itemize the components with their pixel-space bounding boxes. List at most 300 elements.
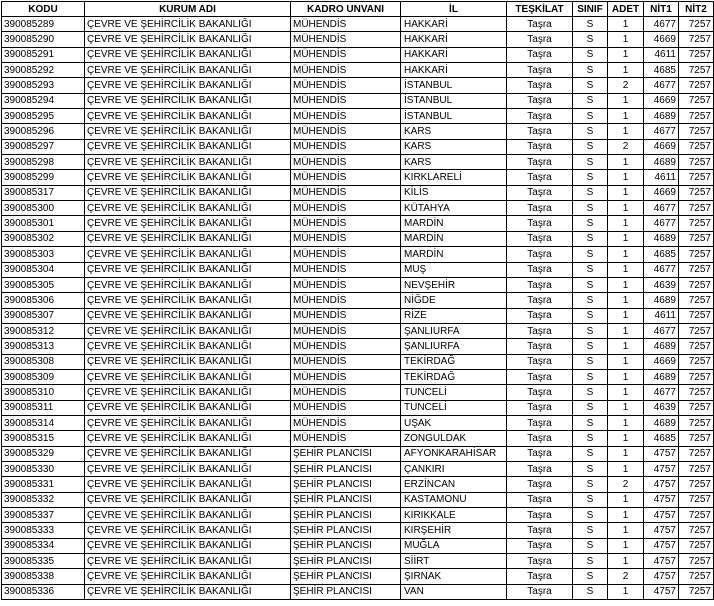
cell-nit1: 4757 <box>644 461 679 476</box>
cell-teskilat: Taşra <box>507 201 573 216</box>
cell-teskilat: Taşra <box>507 492 573 507</box>
table-row <box>2 569 714 584</box>
cell-sinif: S <box>573 216 608 231</box>
cell-teskilat: Taşra <box>507 508 573 523</box>
table-row <box>2 554 714 569</box>
cell-teskilat: Taşra <box>507 32 573 47</box>
cell-teskilat: Taşra <box>507 63 573 78</box>
cell-sinif: S <box>573 554 608 569</box>
cell-teskilat: Taşra <box>507 293 573 308</box>
cell-kadro-unvani: MÜHENDİS <box>291 139 401 154</box>
cell-kurum-adi: ÇEVRE VE ŞEHİRCİLİK BAKANLIĞI <box>85 446 291 461</box>
cell-kadro-unvani: MÜHENDİS <box>291 339 401 354</box>
cell-kodu: 390085330 <box>2 461 85 476</box>
cell-kodu: 390085302 <box>2 231 85 246</box>
cell-nit2: 7257 <box>679 369 714 384</box>
cell-kodu: 390085290 <box>2 32 85 47</box>
cell-kadro-unvani: MÜHENDİS <box>291 78 401 93</box>
table-row <box>2 185 714 200</box>
cell-adet: 1 <box>608 461 644 476</box>
cell-adet: 1 <box>608 339 644 354</box>
cell-nit2: 7257 <box>679 32 714 47</box>
cell-nit2: 7257 <box>679 400 714 415</box>
cell-kadro-unvani: ŞEHİR PLANCISI <box>291 538 401 553</box>
cell-nit2: 7257 <box>679 17 714 32</box>
cell-kadro-unvani: MÜHENDİS <box>291 415 401 430</box>
cell-nit2: 7257 <box>679 461 714 476</box>
cell-kadro-unvani: MÜHENDİS <box>291 17 401 32</box>
cell-nit1: 4685 <box>644 431 679 446</box>
table-row <box>2 293 714 308</box>
cell-kurum-adi: ÇEVRE VE ŞEHİRCİLİK BAKANLIĞI <box>85 293 291 308</box>
cell-nit1: 4757 <box>644 523 679 538</box>
cell-kodu: 390085292 <box>2 63 85 78</box>
cell-il: ÇANKIRI <box>401 461 507 476</box>
cell-teskilat: Taşra <box>507 17 573 32</box>
table-row <box>2 93 714 108</box>
header-kurum-adi: KURUM ADI <box>85 2 291 17</box>
cell-teskilat: Taşra <box>507 308 573 323</box>
cell-sinif: S <box>573 369 608 384</box>
cell-kodu: 390085313 <box>2 339 85 354</box>
table-row <box>2 369 714 384</box>
cell-adet: 2 <box>608 139 644 154</box>
cell-il: KIRKLARELİ <box>401 170 507 185</box>
cell-il: TEKİRDAĞ <box>401 369 507 384</box>
cell-nit2: 7257 <box>679 262 714 277</box>
cell-nit1: 4677 <box>644 78 679 93</box>
cell-kadro-unvani: MÜHENDİS <box>291 400 401 415</box>
cell-kadro-unvani: MÜHENDİS <box>291 385 401 400</box>
cell-nit1: 4677 <box>644 216 679 231</box>
cell-sinif: S <box>573 139 608 154</box>
cell-kadro-unvani: MÜHENDİS <box>291 262 401 277</box>
cell-il: HAKKARİ <box>401 47 507 62</box>
cell-kurum-adi: ÇEVRE VE ŞEHİRCİLİK BAKANLIĞI <box>85 369 291 384</box>
cell-nit1: 4757 <box>644 508 679 523</box>
cell-kodu: 390085294 <box>2 93 85 108</box>
cell-sinif: S <box>573 446 608 461</box>
cell-il: NEVŞEHİR <box>401 277 507 292</box>
cell-adet: 1 <box>608 323 644 338</box>
cell-kodu: 390085301 <box>2 216 85 231</box>
cell-nit1: 4611 <box>644 47 679 62</box>
table-row <box>2 32 714 47</box>
cell-kodu: 390085303 <box>2 247 85 262</box>
cell-teskilat: Taşra <box>507 231 573 246</box>
cell-adet: 1 <box>608 47 644 62</box>
cell-adet: 1 <box>608 523 644 538</box>
cell-nit2: 7257 <box>679 277 714 292</box>
table-row <box>2 308 714 323</box>
table-row <box>2 78 714 93</box>
cell-sinif: S <box>573 293 608 308</box>
cell-kodu: 390085298 <box>2 155 85 170</box>
cell-adet: 1 <box>608 93 644 108</box>
cell-kadro-unvani: ŞEHİR PLANCISI <box>291 461 401 476</box>
cell-nit2: 7257 <box>679 492 714 507</box>
cell-adet: 1 <box>608 17 644 32</box>
cell-nit2: 7257 <box>679 293 714 308</box>
cell-il: MUŞ <box>401 262 507 277</box>
cell-sinif: S <box>573 63 608 78</box>
cell-kodu: 390085329 <box>2 446 85 461</box>
cell-adet: 1 <box>608 32 644 47</box>
cell-sinif: S <box>573 354 608 369</box>
cell-kurum-adi: ÇEVRE VE ŞEHİRCİLİK BAKANLIĞI <box>85 155 291 170</box>
header-il: İL <box>401 2 507 17</box>
cell-nit2: 7257 <box>679 47 714 62</box>
cell-nit2: 7257 <box>679 201 714 216</box>
cell-kurum-adi: ÇEVRE VE ŞEHİRCİLİK BAKANLIĞI <box>85 124 291 139</box>
cell-kadro-unvani: MÜHENDİS <box>291 354 401 369</box>
cell-teskilat: Taşra <box>507 78 573 93</box>
cell-nit2: 7257 <box>679 216 714 231</box>
cell-teskilat: Taşra <box>507 277 573 292</box>
cell-il: ŞIRNAK <box>401 569 507 584</box>
cell-sinif: S <box>573 231 608 246</box>
cell-teskilat: Taşra <box>507 216 573 231</box>
cell-nit2: 7257 <box>679 508 714 523</box>
cell-nit1: 4669 <box>644 32 679 47</box>
cell-il: KİLİS <box>401 185 507 200</box>
cell-kurum-adi: ÇEVRE VE ŞEHİRCİLİK BAKANLIĞI <box>85 32 291 47</box>
cell-nit1: 4757 <box>644 554 679 569</box>
cell-nit2: 7257 <box>679 323 714 338</box>
cell-adet: 1 <box>608 109 644 124</box>
cell-teskilat: Taşra <box>507 523 573 538</box>
cell-sinif: S <box>573 569 608 584</box>
cell-sinif: S <box>573 400 608 415</box>
cell-il: RİZE <box>401 308 507 323</box>
cell-adet: 2 <box>608 78 644 93</box>
cell-kurum-adi: ÇEVRE VE ŞEHİRCİLİK BAKANLIĞI <box>85 492 291 507</box>
header-kadro-unvani: KADRO UNVANI <box>291 2 401 17</box>
cell-kurum-adi: ÇEVRE VE ŞEHİRCİLİK BAKANLIĞI <box>85 109 291 124</box>
table-row <box>2 477 714 492</box>
cell-nit1: 4689 <box>644 231 679 246</box>
cell-teskilat: Taşra <box>507 247 573 262</box>
cell-il: İSTANBUL <box>401 93 507 108</box>
cell-teskilat: Taşra <box>507 170 573 185</box>
cell-kadro-unvani: MÜHENDİS <box>291 170 401 185</box>
cell-kadro-unvani: ŞEHİR PLANCISI <box>291 554 401 569</box>
cell-sinif: S <box>573 523 608 538</box>
cell-teskilat: Taşra <box>507 354 573 369</box>
cell-teskilat: Taşra <box>507 569 573 584</box>
cell-kodu: 390085305 <box>2 277 85 292</box>
cell-kadro-unvani: MÜHENDİS <box>291 277 401 292</box>
cell-nit1: 4757 <box>644 492 679 507</box>
cell-il: KARS <box>401 124 507 139</box>
cell-nit2: 7257 <box>679 78 714 93</box>
cell-kurum-adi: ÇEVRE VE ŞEHİRCİLİK BAKANLIĞI <box>85 308 291 323</box>
cell-il: KASTAMONU <box>401 492 507 507</box>
cell-teskilat: Taşra <box>507 369 573 384</box>
cell-kodu: 390085291 <box>2 47 85 62</box>
cell-kadro-unvani: MÜHENDİS <box>291 201 401 216</box>
cell-adet: 1 <box>608 446 644 461</box>
cell-kodu: 390085314 <box>2 415 85 430</box>
cell-kadro-unvani: MÜHENDİS <box>291 185 401 200</box>
cell-sinif: S <box>573 109 608 124</box>
cell-kadro-unvani: MÜHENDİS <box>291 63 401 78</box>
header-sinif: SINIF <box>573 2 608 17</box>
cell-nit1: 4677 <box>644 385 679 400</box>
cell-teskilat: Taşra <box>507 93 573 108</box>
cell-il: ZONGULDAK <box>401 431 507 446</box>
cell-kadro-unvani: MÜHENDİS <box>291 93 401 108</box>
cell-adet: 1 <box>608 216 644 231</box>
cell-kurum-adi: ÇEVRE VE ŞEHİRCİLİK BAKANLIĞI <box>85 78 291 93</box>
cell-kadro-unvani: MÜHENDİS <box>291 369 401 384</box>
cell-adet: 1 <box>608 262 644 277</box>
cell-teskilat: Taşra <box>507 155 573 170</box>
cell-kadro-unvani: MÜHENDİS <box>291 293 401 308</box>
cell-kadro-unvani: ŞEHİR PLANCISI <box>291 508 401 523</box>
cell-nit2: 7257 <box>679 569 714 584</box>
table-row <box>2 584 714 599</box>
table-row <box>2 17 714 32</box>
cell-sinif: S <box>573 323 608 338</box>
cell-teskilat: Taşra <box>507 415 573 430</box>
cell-nit1: 4677 <box>644 17 679 32</box>
table-row <box>2 170 714 185</box>
cell-kodu: 390085300 <box>2 201 85 216</box>
positions-table <box>1 1 714 600</box>
cell-sinif: S <box>573 247 608 262</box>
table-row <box>2 262 714 277</box>
cell-teskilat: Taşra <box>507 185 573 200</box>
cell-teskilat: Taşra <box>507 446 573 461</box>
cell-kodu: 390085332 <box>2 492 85 507</box>
cell-nit2: 7257 <box>679 63 714 78</box>
cell-kodu: 390085295 <box>2 109 85 124</box>
cell-kurum-adi: ÇEVRE VE ŞEHİRCİLİK BAKANLIĞI <box>85 431 291 446</box>
cell-kurum-adi: ÇEVRE VE ŞEHİRCİLİK BAKANLIĞI <box>85 523 291 538</box>
cell-kadro-unvani: MÜHENDİS <box>291 32 401 47</box>
cell-kadro-unvani: MÜHENDİS <box>291 308 401 323</box>
cell-il: KIRŞEHİR <box>401 523 507 538</box>
cell-sinif: S <box>573 277 608 292</box>
cell-il: HAKKARİ <box>401 63 507 78</box>
cell-sinif: S <box>573 201 608 216</box>
cell-teskilat: Taşra <box>507 262 573 277</box>
table-row <box>2 216 714 231</box>
cell-sinif: S <box>573 32 608 47</box>
cell-nit2: 7257 <box>679 308 714 323</box>
cell-il: MARDİN <box>401 231 507 246</box>
table-row <box>2 385 714 400</box>
cell-il: AFYONKARAHİSAR <box>401 446 507 461</box>
header-row <box>2 2 714 17</box>
cell-sinif: S <box>573 508 608 523</box>
cell-teskilat: Taşra <box>507 461 573 476</box>
cell-adet: 1 <box>608 400 644 415</box>
cell-sinif: S <box>573 385 608 400</box>
cell-kurum-adi: ÇEVRE VE ŞEHİRCİLİK BAKANLIĞI <box>85 185 291 200</box>
cell-il: SİİRT <box>401 554 507 569</box>
cell-teskilat: Taşra <box>507 584 573 599</box>
cell-kadro-unvani: ŞEHİR PLANCISI <box>291 523 401 538</box>
cell-kurum-adi: ÇEVRE VE ŞEHİRCİLİK BAKANLIĞI <box>85 554 291 569</box>
cell-adet: 2 <box>608 477 644 492</box>
cell-adet: 1 <box>608 554 644 569</box>
cell-teskilat: Taşra <box>507 431 573 446</box>
cell-kurum-adi: ÇEVRE VE ŞEHİRCİLİK BAKANLIĞI <box>85 139 291 154</box>
cell-kodu: 390085308 <box>2 354 85 369</box>
cell-kurum-adi: ÇEVRE VE ŞEHİRCİLİK BAKANLIĞI <box>85 339 291 354</box>
cell-il: MARDİN <box>401 216 507 231</box>
cell-nit2: 7257 <box>679 339 714 354</box>
table-row <box>2 400 714 415</box>
cell-nit1: 4689 <box>644 415 679 430</box>
table-row <box>2 47 714 62</box>
cell-nit1: 4677 <box>644 124 679 139</box>
header-nit1: NİT1 <box>644 2 679 17</box>
cell-il: TEKİRDAĞ <box>401 354 507 369</box>
cell-kodu: 390085335 <box>2 554 85 569</box>
cell-sinif: S <box>573 415 608 430</box>
table-row <box>2 461 714 476</box>
cell-kurum-adi: ÇEVRE VE ŞEHİRCİLİK BAKANLIĞI <box>85 508 291 523</box>
cell-kurum-adi: ÇEVRE VE ŞEHİRCİLİK BAKANLIĞI <box>85 93 291 108</box>
cell-teskilat: Taşra <box>507 477 573 492</box>
table-row <box>2 523 714 538</box>
cell-sinif: S <box>573 477 608 492</box>
cell-il: VAN <box>401 584 507 599</box>
cell-kurum-adi: ÇEVRE VE ŞEHİRCİLİK BAKANLIĞI <box>85 231 291 246</box>
cell-nit2: 7257 <box>679 155 714 170</box>
cell-nit1: 4669 <box>644 354 679 369</box>
cell-il: İSTANBUL <box>401 109 507 124</box>
table-row <box>2 508 714 523</box>
cell-adet: 1 <box>608 385 644 400</box>
cell-nit1: 4689 <box>644 293 679 308</box>
cell-teskilat: Taşra <box>507 109 573 124</box>
cell-nit1: 4685 <box>644 63 679 78</box>
cell-sinif: S <box>573 93 608 108</box>
cell-teskilat: Taşra <box>507 339 573 354</box>
cell-il: HAKKARİ <box>401 32 507 47</box>
cell-nit1: 4689 <box>644 155 679 170</box>
cell-kodu: 390085306 <box>2 293 85 308</box>
cell-nit1: 4677 <box>644 201 679 216</box>
cell-adet: 1 <box>608 293 644 308</box>
cell-kodu: 390085299 <box>2 170 85 185</box>
cell-kurum-adi: ÇEVRE VE ŞEHİRCİLİK BAKANLIĞI <box>85 323 291 338</box>
cell-nit1: 4669 <box>644 185 679 200</box>
cell-kadro-unvani: MÜHENDİS <box>291 231 401 246</box>
cell-il: ŞANLIURFA <box>401 323 507 338</box>
cell-adet: 1 <box>608 277 644 292</box>
cell-kurum-adi: ÇEVRE VE ŞEHİRCİLİK BAKANLIĞI <box>85 400 291 415</box>
cell-sinif: S <box>573 431 608 446</box>
cell-kadro-unvani: ŞEHİR PLANCISI <box>291 446 401 461</box>
cell-nit2: 7257 <box>679 354 714 369</box>
cell-sinif: S <box>573 124 608 139</box>
cell-nit2: 7257 <box>679 477 714 492</box>
table-row <box>2 492 714 507</box>
cell-adet: 1 <box>608 247 644 262</box>
cell-kurum-adi: ÇEVRE VE ŞEHİRCİLİK BAKANLIĞI <box>85 63 291 78</box>
cell-nit2: 7257 <box>679 109 714 124</box>
cell-nit1: 4611 <box>644 170 679 185</box>
table-row <box>2 155 714 170</box>
cell-adet: 1 <box>608 170 644 185</box>
cell-sinif: S <box>573 461 608 476</box>
cell-il: HAKKARİ <box>401 17 507 32</box>
cell-adet: 1 <box>608 415 644 430</box>
cell-sinif: S <box>573 584 608 599</box>
cell-kurum-adi: ÇEVRE VE ŞEHİRCİLİK BAKANLIĞI <box>85 277 291 292</box>
cell-sinif: S <box>573 308 608 323</box>
cell-kurum-adi: ÇEVRE VE ŞEHİRCİLİK BAKANLIĞI <box>85 262 291 277</box>
header-adet: ADET <box>608 2 644 17</box>
cell-teskilat: Taşra <box>507 400 573 415</box>
cell-kurum-adi: ÇEVRE VE ŞEHİRCİLİK BAKANLIĞI <box>85 17 291 32</box>
table-row <box>2 415 714 430</box>
cell-sinif: S <box>573 170 608 185</box>
cell-kodu: 390085333 <box>2 523 85 538</box>
cell-nit1: 4669 <box>644 93 679 108</box>
cell-nit1: 4677 <box>644 262 679 277</box>
cell-nit2: 7257 <box>679 431 714 446</box>
cell-kadro-unvani: ŞEHİR PLANCISI <box>291 584 401 599</box>
cell-kurum-adi: ÇEVRE VE ŞEHİRCİLİK BAKANLIĞI <box>85 216 291 231</box>
cell-nit2: 7257 <box>679 415 714 430</box>
cell-kurum-adi: ÇEVRE VE ŞEHİRCİLİK BAKANLIĞI <box>85 584 291 599</box>
cell-adet: 1 <box>608 231 644 246</box>
cell-nit1: 4757 <box>644 538 679 553</box>
cell-kodu: 390085334 <box>2 538 85 553</box>
cell-kurum-adi: ÇEVRE VE ŞEHİRCİLİK BAKANLIĞI <box>85 247 291 262</box>
cell-sinif: S <box>573 17 608 32</box>
cell-adet: 1 <box>608 155 644 170</box>
cell-adet: 1 <box>608 369 644 384</box>
cell-nit1: 4757 <box>644 569 679 584</box>
cell-nit1: 4669 <box>644 139 679 154</box>
table-row <box>2 431 714 446</box>
cell-kodu: 390085289 <box>2 17 85 32</box>
cell-kadro-unvani: MÜHENDİS <box>291 323 401 338</box>
cell-kurum-adi: ÇEVRE VE ŞEHİRCİLİK BAKANLIĞI <box>85 569 291 584</box>
cell-kurum-adi: ÇEVRE VE ŞEHİRCİLİK BAKANLIĞI <box>85 354 291 369</box>
cell-kadro-unvani: MÜHENDİS <box>291 109 401 124</box>
cell-nit2: 7257 <box>679 385 714 400</box>
cell-nit2: 7257 <box>679 185 714 200</box>
cell-il: İSTANBUL <box>401 78 507 93</box>
cell-kodu: 390085331 <box>2 477 85 492</box>
cell-il: UŞAK <box>401 415 507 430</box>
table-row <box>2 139 714 154</box>
cell-adet: 1 <box>608 492 644 507</box>
header-kodu: KODU <box>2 2 85 17</box>
cell-kadro-unvani: MÜHENDİS <box>291 47 401 62</box>
table-row <box>2 323 714 338</box>
cell-kodu: 390085293 <box>2 78 85 93</box>
cell-nit1: 4639 <box>644 400 679 415</box>
cell-sinif: S <box>573 47 608 62</box>
cell-il: TUNCELİ <box>401 385 507 400</box>
cell-sinif: S <box>573 155 608 170</box>
cell-il: KIRIKKALE <box>401 508 507 523</box>
cell-nit1: 4757 <box>644 584 679 599</box>
cell-teskilat: Taşra <box>507 139 573 154</box>
table-row <box>2 446 714 461</box>
cell-kurum-adi: ÇEVRE VE ŞEHİRCİLİK BAKANLIĞI <box>85 461 291 476</box>
cell-kadro-unvani: MÜHENDİS <box>291 431 401 446</box>
